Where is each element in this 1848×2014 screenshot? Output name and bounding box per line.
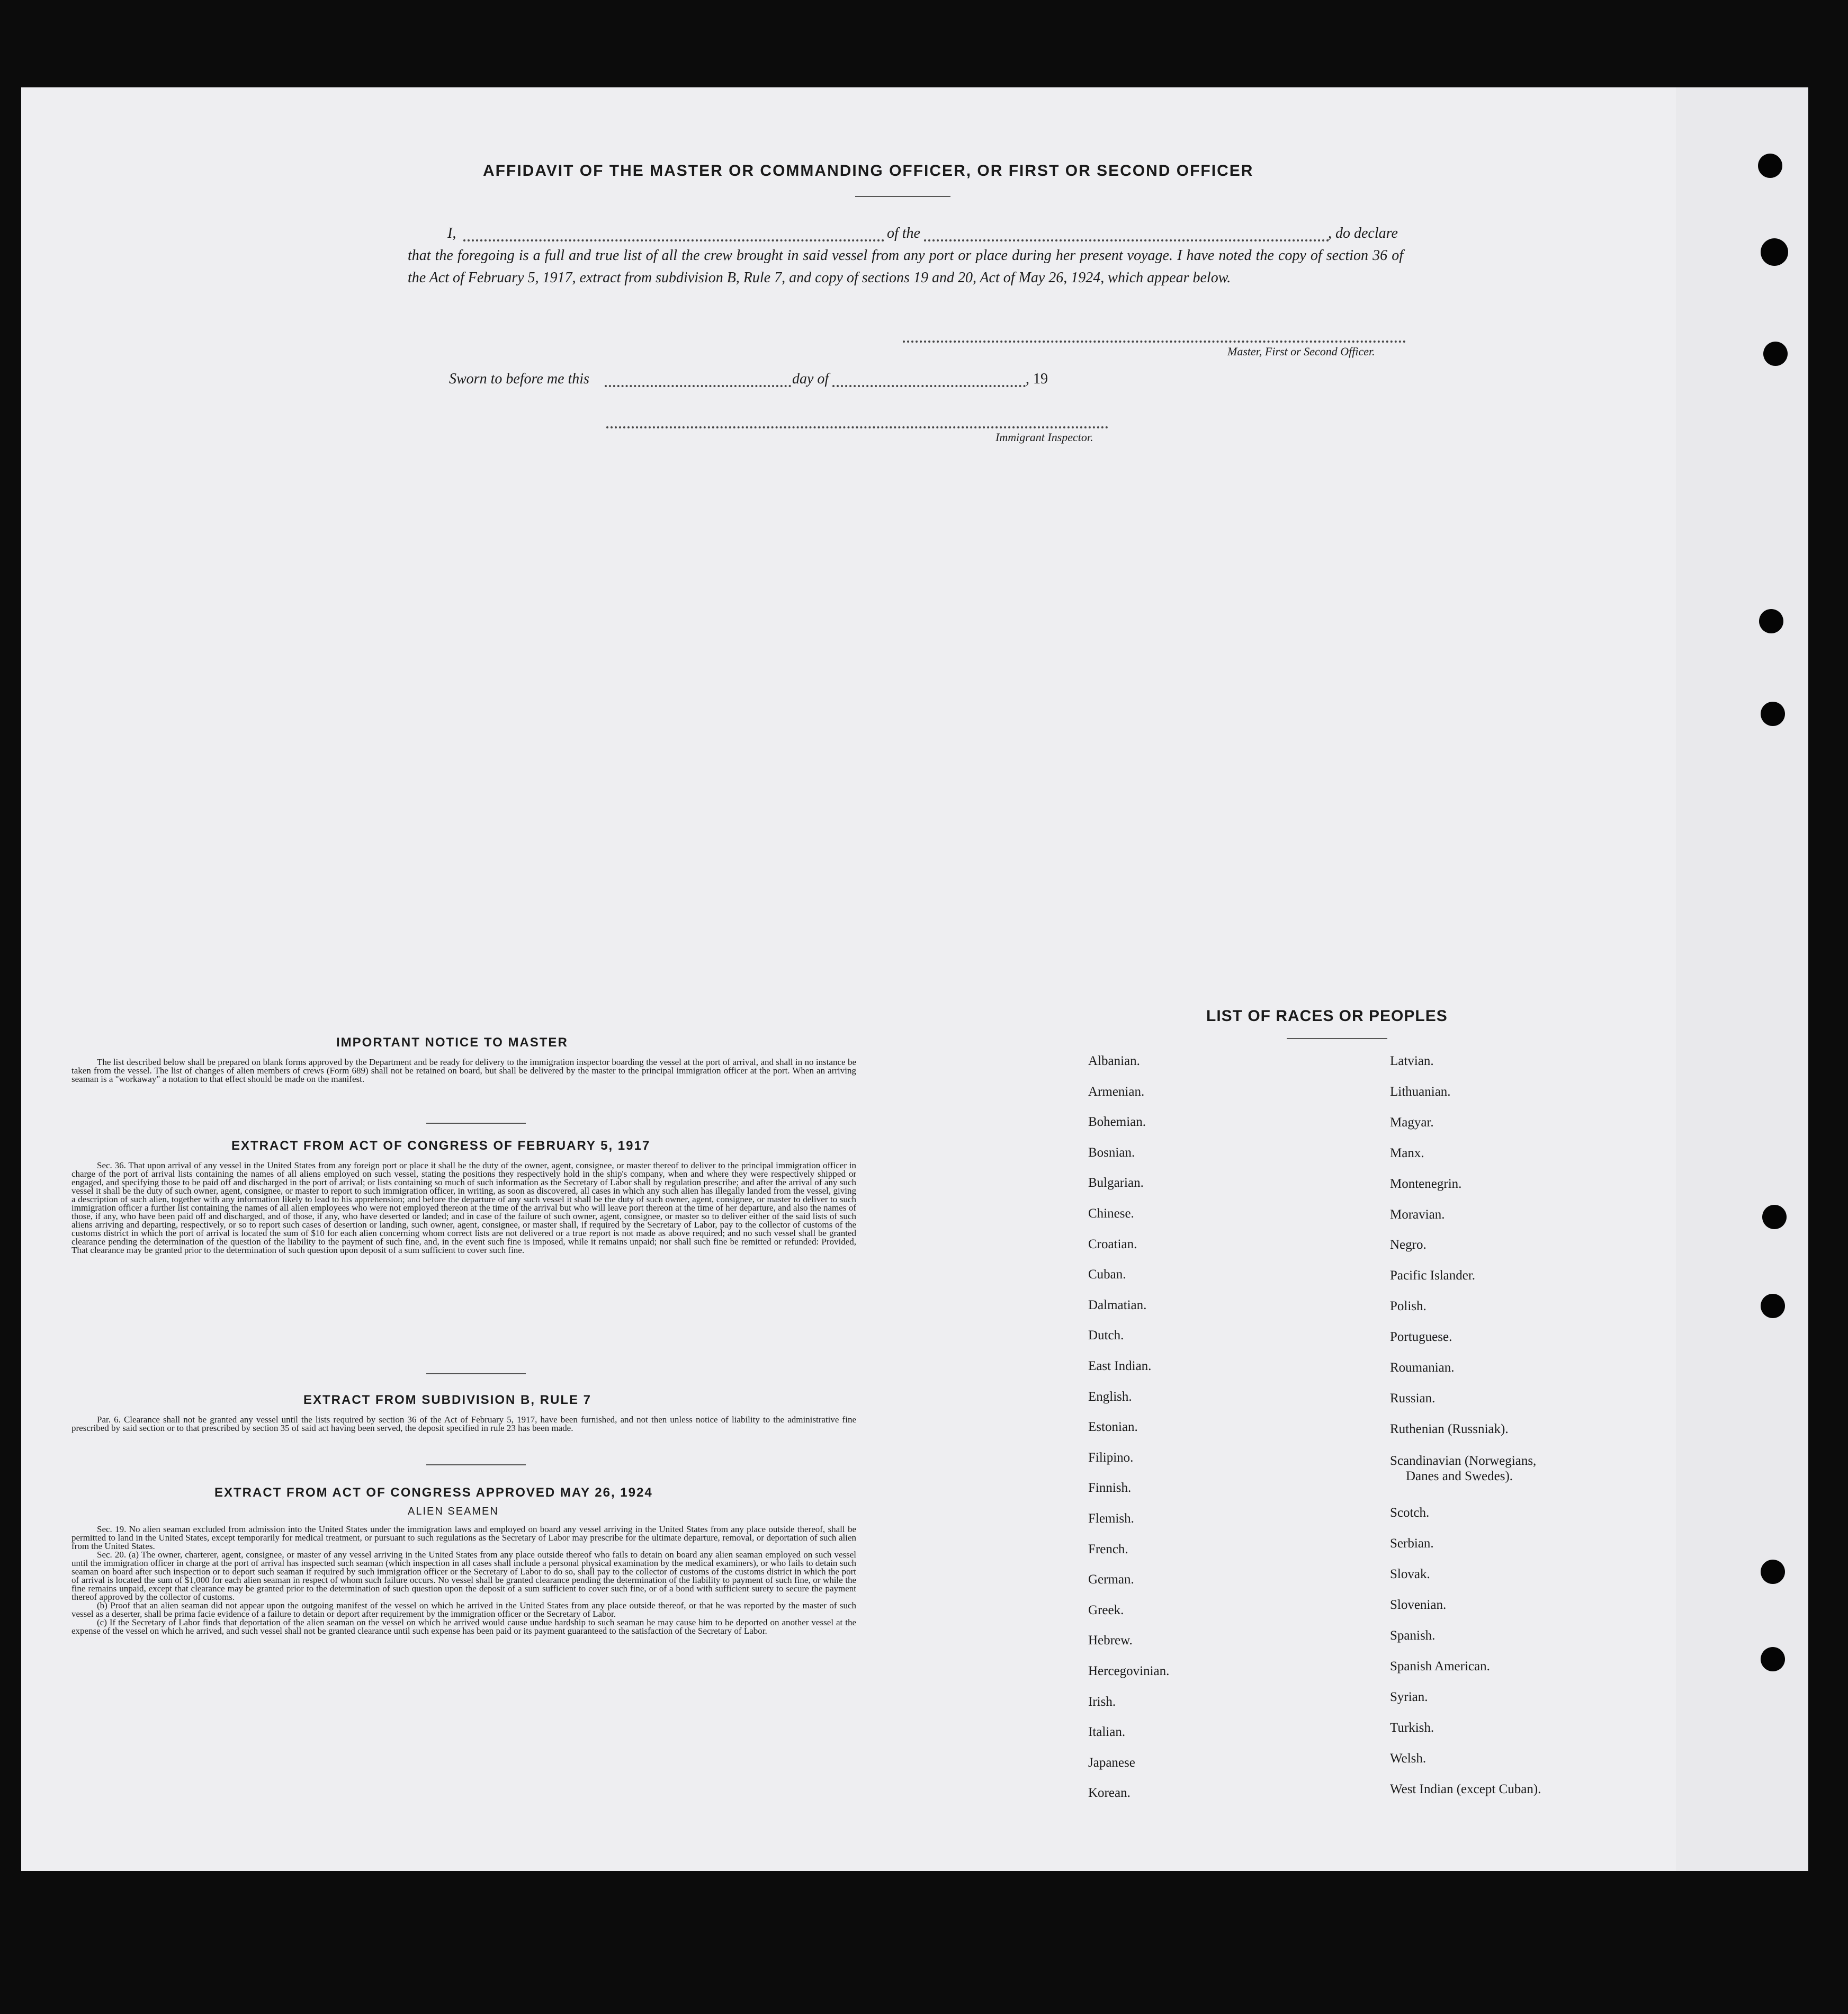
- race-item: Dutch.: [1088, 1328, 1124, 1343]
- race-item: Flemish.: [1088, 1511, 1134, 1526]
- race-item: Moravian.: [1390, 1207, 1445, 1222]
- extract-1924-body: [71, 1525, 856, 1635]
- affidavit-body: that the foregoing is a full and true list of all the crew brought in said vessel from any port or place during her present voyage. I have noted the copy of section 36 of the Act of February 5, 1917, extract from subdivision B, Rule 7, and copy of sections 19 and 20, Act of May 26, 1924, which appear below.: [408, 247, 1403, 286]
- punch-hole: [1759, 609, 1783, 633]
- section-divider: [426, 1123, 526, 1124]
- race-item: Bosnian.: [1088, 1145, 1135, 1160]
- race-item: Cuban.: [1088, 1267, 1126, 1282]
- affidavit-title: AFFIDAVIT OF THE MASTER OR COMMANDING OFFICER, OR FIRST OR SECOND OFFICER: [483, 162, 1254, 180]
- punch-hole: [1761, 1294, 1785, 1318]
- punch-hole: [1762, 1205, 1787, 1229]
- extract-rule7-body: Par. 6. Clearance shall not be granted any vessel until the lists required by section 36 of the Act of February 5, 1917, have been furnished, and not then unless notice of liability to the administrative fine prescribed by said section or to that prescribed by section 35 of said act having been served, the deposit specified in rule 23 has been made.: [71, 1415, 856, 1433]
- race-item: Italian.: [1088, 1725, 1126, 1740]
- section-divider: [426, 1373, 526, 1374]
- race-item: Albanian.: [1088, 1054, 1140, 1068]
- inspector-signature-field[interactable]: [606, 426, 1108, 428]
- race-item: Syrian.: [1390, 1690, 1428, 1704]
- race-item: German.: [1088, 1572, 1134, 1587]
- affidavit-declare-label: , do declare: [1328, 225, 1398, 241]
- sworn-label: Sworn to before me this: [449, 371, 589, 387]
- race-item: Japanese: [1088, 1755, 1135, 1770]
- race-item: Korean.: [1088, 1786, 1131, 1801]
- race-item: Spanish American.: [1390, 1659, 1490, 1673]
- extract-1917-title: EXTRACT FROM ACT OF CONGRESS OF FEBRUARY 5, 1917: [231, 1139, 651, 1153]
- inspector-label: Immigrant Inspector.: [995, 431, 1093, 444]
- punch-hole: [1761, 1647, 1785, 1671]
- races-title: LIST OF RACES OR PEOPLES: [1206, 1007, 1448, 1025]
- sworn-year-label: , 19: [1026, 371, 1048, 387]
- race-item: Irish.: [1088, 1694, 1116, 1709]
- race-item: Spanish.: [1390, 1628, 1436, 1643]
- punch-hole: [1761, 702, 1785, 726]
- race-item: Bohemian.: [1088, 1115, 1146, 1130]
- section-divider: [426, 1464, 526, 1465]
- race-item: Scandinavian (Norwegians,: [1390, 1454, 1537, 1468]
- race-item: Roumanian.: [1390, 1360, 1455, 1375]
- race-item: East Indian.: [1088, 1359, 1152, 1373]
- race-item: Slovenian.: [1390, 1598, 1447, 1612]
- notice-title: IMPORTANT NOTICE TO MASTER: [336, 1035, 568, 1050]
- affiant-name-field[interactable]: [463, 239, 884, 241]
- race-item: Latvian.: [1390, 1054, 1434, 1068]
- race-item: Scotch.: [1390, 1506, 1430, 1520]
- extract-1917-body: Sec. 36. That upon arrival of any vessel in the United States from any foreign port or place it shall be the duty of the owner, agent, consignee, or master thereof to deliver to the principal immigration officer in charge of the port of arrival lists containing the names of all aliens employed on such vessel, stating the positions they respectively hold in the ship's company, when and where they were respectively shipped or engaged, and specifying those to be paid off and discharged in the port of arrival; or lists containing so much of such information as the Secretary of Labor shall by regulation prescribe; and after the arrival of any such vessel it shall be the duty of such owner, agent, consignee, or master to report to such immigration officer, in writing, as soon as discovered, all cases in which any such alien has illegally landed from the vessel, giving a description of such alien, together with any information likely to lead to his apprehension; and before the departure of any such vessel it shall be the duty of such owner, agent, consignee, or master to deliver to such immigration officer a further list containing the names of all alien employees who were not employed thereon at the time of the arrival but who will leave port thereon at the time of her departure, and also the names of those, if any, who have been paid off and discharged, and of those, if any, who have deserted or landed; and in case of the failure of such owner, agent, consignee, or master so to deliver either of the said lists of such aliens arriving and departing, respectively, or so to report such cases of desertion or landing, such owner, agent, consignee, or master shall, if required by the Secretary of Labor, pay to the collector of customs of the customs district in which the port of arrival is located the sum of $10 for each alien concerning whom correct lists are not delivered or a true report is not made as above required; and no such vessel shall be granted clearance pending the determination of the question of the liability to the payment of such fine, and, in the event such fine is imposed, while it remains unpaid; nor shall such fine be remitted or refunded: Provided, That clearance may be granted prior to the determination of such question upon deposit of a sum sufficient to cover such fine.: [71, 1160, 856, 1255]
- race-item: Turkish.: [1390, 1721, 1434, 1735]
- master-signature-field[interactable]: [903, 341, 1406, 343]
- race-item: Estonian.: [1088, 1420, 1138, 1435]
- punch-hole: [1758, 154, 1782, 178]
- affidavit-of-the-label: of the: [887, 225, 920, 241]
- sworn-day-field[interactable]: [605, 385, 791, 387]
- master-signature-label: Master, First or Second Officer.: [1227, 345, 1375, 358]
- affidavit-i-label: I,: [447, 225, 456, 241]
- race-item: Lithuanian.: [1390, 1085, 1451, 1099]
- race-item: Slovak.: [1390, 1567, 1430, 1581]
- race-item: Chinese.: [1088, 1206, 1134, 1221]
- extract-1924-title: EXTRACT FROM ACT OF CONGRESS APPROVED MAY 26, 1924: [214, 1485, 653, 1500]
- race-item: French.: [1088, 1542, 1128, 1556]
- punch-hole: [1763, 342, 1788, 366]
- race-item: Magyar.: [1390, 1115, 1434, 1130]
- race-item: Croatian.: [1088, 1237, 1137, 1251]
- race-item: Greek.: [1088, 1603, 1124, 1617]
- punch-hole: [1761, 238, 1788, 266]
- race-item: Filipino.: [1088, 1450, 1134, 1465]
- affidavit-title-rule: [855, 196, 950, 197]
- section-20c-text: (c) If the Secretary of Labor finds that deportation of the alien seaman on the vessel on which he arrived would cause undue hardship to such seaman he may cause him to be deported on another vessel at the expense of the vessel on which he arrived, and such vessel shall not be granted clearance until such expense has been paid or its payment guaranteed to the satisfaction of the Secretary of Labor.: [71, 1617, 856, 1636]
- race-item: Ruthenian (Russniak).: [1390, 1422, 1509, 1436]
- page-edge-strip: [1676, 87, 1808, 1871]
- race-item: Hebrew.: [1088, 1633, 1133, 1648]
- race-item: Negro.: [1390, 1238, 1427, 1252]
- race-item: Montenegrin.: [1390, 1177, 1462, 1191]
- race-item: Polish.: [1390, 1299, 1427, 1313]
- section-20b-text: (b) Proof that an alien seaman did not appear upon the outgoing manifest of the vessel on which he arrived in the United States from any place outside thereof, or that he was reported by the master of such vessel as a deserter, shall be prima facie evidence of a failure to detain or deport after requirement by the immigration officer or the Secretary of Labor.: [71, 1600, 856, 1619]
- race-item: Russian.: [1390, 1391, 1436, 1406]
- section-19-text: Sec. 19. No alien seaman excluded from admission into the United States under the immigration laws and employed on board any vessel arriving in the United States from any place outside thereof, shall be permitted to land in the United States, except temporarily for medical treatment, or pursuant to such regulations as the Secretary of Labor may prescribe for the ultimate departure, removal, or deportation of such alien from the United States.: [71, 1524, 856, 1551]
- race-item: Finnish.: [1088, 1481, 1132, 1496]
- punch-hole: [1761, 1560, 1785, 1584]
- race-item: Armenian.: [1088, 1084, 1145, 1099]
- race-item: Hercegovinian.: [1088, 1664, 1170, 1678]
- race-item: Serbian.: [1390, 1536, 1434, 1551]
- race-item: Welsh.: [1390, 1751, 1427, 1766]
- extract-rule7-title: EXTRACT FROM SUBDIVISION B, RULE 7: [303, 1393, 592, 1407]
- sworn-month-field[interactable]: [832, 385, 1026, 387]
- race-item: Portuguese.: [1390, 1330, 1452, 1344]
- race-item: Dalmatian.: [1088, 1297, 1147, 1312]
- race-item: Danes and Swedes).: [1406, 1469, 1513, 1483]
- race-item: English.: [1088, 1389, 1132, 1404]
- notice-body: The list described below shall be prepared on blank forms approved by the Department and be ready for delivery to the immigration inspector boarding the vessel at the port of arrival, and shall in no instance be taken from the vessel. The list of changes of alien members of crews (Form 689) shall not be retained on board, but shall be delivered by the master to the principal immigration officer at the port. When an arriving seaman is a "workaway" a notation to that effect should be made on the manifest.: [71, 1057, 856, 1084]
- race-item: West Indian (except Cuban).: [1390, 1782, 1541, 1796]
- race-item: Manx.: [1390, 1146, 1424, 1160]
- extract-1924-subtitle: ALIEN SEAMEN: [408, 1506, 499, 1517]
- vessel-name-field[interactable]: [924, 239, 1329, 241]
- race-item: Pacific Islander.: [1390, 1268, 1476, 1283]
- section-20a-text: Sec. 20. (a) The owner, charterer, agent, consignee, or master of any vessel arriving in the United States from any place outside thereof who fails to detain on board any alien seaman employed on such vessel until the immigration officer in charge at the port of arrival has inspected such seaman (which inspection in all cases shall include a personal physical examination by the medical examiners), or who fails to detain such seaman on board after such inspection or to deport such seaman if required by such immigration officer or the Secretary of Labor to do so, shall pay to the collector of customs of the customs district in which the port of arrival is located the sum of $1,000 for each alien seaman in respect of whom such failure occurs. No vessel shall be granted clearance pending the determination of the liability to payment of such fine, or while the fine remains unpaid, except that clearance may be granted prior to the determination of such question upon the deposit of a sum sufficient to cover such fine, or of a bond with sufficient surety to secure the payment thereof approved by the collector of customs.: [71, 1550, 856, 1602]
- races-title-rule: [1287, 1038, 1387, 1039]
- sworn-day-of-label: day of: [792, 371, 829, 387]
- race-item: Bulgarian.: [1088, 1176, 1144, 1191]
